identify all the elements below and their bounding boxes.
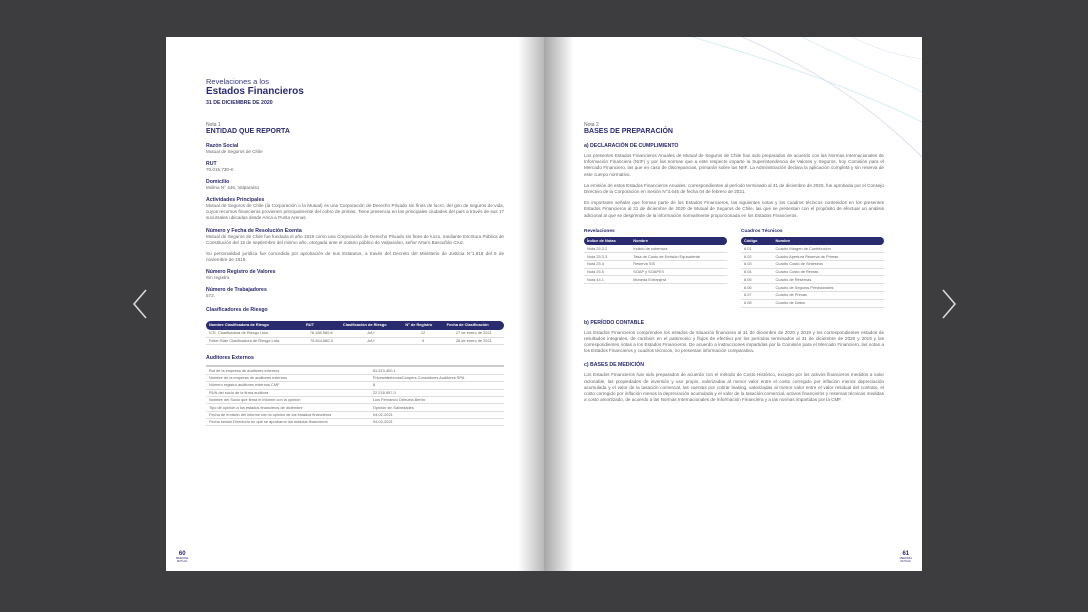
personalidad-text: Su personalidad jurídica fue concedida por aprobación de sus Estatutos, a través del Decreto del Ministerio de Justicia N°1.818 del 5 de noviembre de 1919. [206,251,504,263]
revelaciones-label: Revelaciones [584,228,615,234]
clasificadores-table [206,321,504,345]
page-number: 60 [178,551,186,557]
cuadros-box [741,229,884,308]
table-cell: Nota 25.3.3 [584,253,630,261]
table-cell: 22.218.957-0 [370,389,504,396]
folio-label: MUTUAL [900,560,912,563]
section-b-title: b) PERÍODO CONTABLE [584,319,645,326]
table-cell: Nombre de la empresa de auditores externos [206,374,370,381]
nota-title: BASES DE PREPARACIÓN [584,128,673,135]
table-cell: Tasa de Costo de Emisión Equivalente [630,253,727,261]
revelaciones-table [584,237,727,284]
resolucion-text: Mutual de Seguros de Chile fue fundada el año 1919 como una Corporación de Derecho Privado sin fines de lucro, mediante Escritura Pública de Constitución del 15 de septiembre del mismo año, otorgada ante el notario público de Valparaíso, señor Arturo Bascuñán Cruz. [206,233,504,245]
nota-label: Nota 2 [584,122,599,128]
table-cell: 6.02 [741,253,772,261]
trabajadores-label: Número de Trabajadores [206,287,267,294]
notes-tables [584,229,884,308]
page-folio-right [900,551,912,563]
table-cell: 26 de enero de 2021 [444,337,504,345]
razon-label: Razón Social [206,143,239,149]
table-cell: Nombre del Socio que firma el informe con la opinión [206,396,370,403]
folio-label: MUTUAL [176,560,188,563]
table-row [206,411,504,418]
table-cell: Cuadro de Reservas [772,276,884,284]
table-header-cell: Nombre [772,237,884,246]
domicilio-label: Domicilio [206,179,230,185]
chevron-right-icon [940,288,958,320]
cuadros-table [741,237,884,308]
auditores-label: Auditores Externos [206,355,254,362]
table-cell: Nota 25.5 [584,268,630,276]
cuadros-label: Cuadros Técnicos [741,228,783,234]
table-cell: Feller-Rate Clasificadora de Riesgo Ltda. [206,337,303,345]
table-cell: 6.06 [741,284,772,292]
table-row [206,396,504,403]
table-cell: Nota 25.4 [584,260,630,268]
table-header-cell: Nombre [630,237,727,246]
nota-title: ENTIDAD QUE REPORTA [206,128,290,135]
table-row [741,284,884,292]
registro-value: Sin registro. [206,275,231,281]
resolucion-label: Número y Fecha de Resolución Exenta [206,227,302,234]
table-cell: Nota 25.3.2 [584,245,630,252]
table-cell: Reserva SIS [630,260,727,268]
table-header-cell: RUT [303,321,340,330]
table-cell: RUN del socio de la firma auditora [206,389,370,396]
next-page-button[interactable] [940,288,958,320]
table-row [206,382,504,389]
table-cell: Cuadro de Primas [772,292,884,300]
table-row [206,389,504,396]
table-cell: Cuadro de Seguros Previsionales [772,284,884,292]
table-cell: 27 de enero de 2021 [444,330,504,337]
table-cell: 9 [402,337,443,345]
table-row [741,268,884,276]
table-header-cell: Nombre Clasificadora de Riesgo [206,321,303,330]
table-cell: 04-02-2021 [370,411,504,418]
section-a-title: a) DECLARACIÓN DE CUMPLIMIENTO [584,143,679,149]
section-b-paragraph: Los Estados Financieros comprenden los estados de situación financiera al 31 de diciembre de 2020 y 2019 y los correspondientes estados de resultados integrales, de cambios en el patrimonio y flujos de efectivo por los períodos terminados al 31 de diciembre de 2020 y 2019 y las correspondientes notas a los Estados Financieros. De acuerdo a instrucciones impartidas por la Comisión para el Mercado Financiero, las notas a los Estados Financieros y cuadros técnicos, no presentan información comparativa. [584,329,884,354]
table-cell: 6.04 [741,268,772,276]
table-cell: 6.07 [741,292,772,300]
book-spread [166,37,922,571]
nota-label: Nota 1 [206,122,221,128]
table-cell: AA+ [340,337,402,345]
table-header-cell: Índice de Notas [584,237,630,246]
table-row [741,260,884,268]
table-cell: Cuadro Costo de Rentas [772,268,884,276]
table-cell: 8 [370,382,504,389]
table-row [584,260,727,268]
table-row [206,330,504,337]
table-cell: 81.513.400-1 [370,366,504,374]
right-content [584,122,884,403]
table-cell: 79.844.680-0 [303,337,340,345]
table-row [206,337,504,345]
previous-page-button[interactable] [131,288,149,320]
table-row [206,419,504,426]
table-cell: Cuadro Margen de Contribución [772,245,884,252]
table-cell: 6.08 [741,299,772,307]
table-row [206,374,504,381]
document-title: Estados Financieros [206,86,304,97]
auditores-table [206,365,504,426]
table-cell: 6.05 [741,276,772,284]
table-header-cell: Fecha de Clasificación [444,321,504,330]
table-cell: AA+ [340,330,402,337]
section-a-paragraph: Los presentes Estados Financieros Anuales de Mutual de Seguros de Chile han sido preparados de acuerdo con las Normas Internacionales de Información Financiera (NIIF) y por las normas que a este respecto imparte la Superintendencia de Valores y Seguros, hoy Comisión para el Mercado Financiero, las que en caso de discrepancias, primarán sobre las NIIF. La Administración declara la aplicación completa y sin reserva de este cuerpo normativo. [584,153,884,177]
table-row [741,292,884,300]
table-cell: Cuadro Costo de Siniestros [772,260,884,268]
section-c-title: c) BASES DE MEDICIÓN [584,362,644,369]
page-number: 61 [902,551,910,557]
document-kicker: Revelaciones a los [206,77,269,86]
rut-value: 70.015.730-K [206,167,234,172]
table-cell: Nota 44.1 [584,276,630,284]
table-row [741,253,884,261]
table-row [584,276,727,284]
table-row [206,404,504,411]
table-cell: Moneda Extranjera [630,276,727,284]
registro-label: Número Registro de Valores [206,269,276,276]
clasificadores-label: Clasificadores de Riesgo [206,307,268,314]
table-cell: ICR, Clasificadora de Riesgo Ltda. [206,330,303,337]
actividades-text: Mutual de Seguros de Chile (la Corporación o la Mutual) es una Corporación de Derecho Privado sin fines de lucro, del giro de seguros de vida, cuyos recursos financieros provienen principalmente del cobro de primas. Tiene presencia en las principales ciudades del país a través de sus 17 sucursales ubicadas desde Arica a Punta Arenas. [206,203,504,221]
table-cell: Opinión sin Salvedades [370,404,504,411]
table-cell: 04-02-2021 [370,419,504,426]
table-row [584,245,727,252]
table-header-cell: N° de Registro [402,321,443,330]
table-cell: Luis Fernando Orihuela Bertín [370,396,504,403]
table-row [741,299,884,307]
revelaciones-box [584,229,727,308]
table-cell: Cuadro de Datos [772,299,884,307]
folio-label: MEMORIA [899,557,912,560]
rut-label: RUT [206,161,217,167]
table-cell: Rut de la empresa de auditores externos [206,366,370,374]
table-header-cell: Código [741,237,772,246]
table-row [206,366,504,374]
section-c-paragraph: Los Estados Financieros han sido preparados de acuerdo con el método de Costo Histórico, excepto por los activos financieros medidos a valor razonable, las propiedades de inversión y uso propio, valorizadas al menor valor entre el costo corregido por inflación menos depreciación acumulada y el valor de la tasación comercial, las cuentas por cobrar leasing, valorizadas al menor valor entre el valor residual del contrato, el costo corregido por inflación menos la depreciación acumulada y el valor de la tasación comercial, activos financieros y reservas técnicas medidas a costo amortizado, de acuerdo a las Normas Internacionales de Información Financiera y a las normas impartidas por la CMF. [584,372,884,403]
domicilio-value: Molina N° 446, Valparaíso [206,185,260,190]
table-cell: Número registro auditores externos CMF [206,382,370,389]
table-cell: Tipo de opinión a los estados financieros de diciembre [206,404,370,411]
table-cell: 76.188.980-K [303,330,340,337]
table-header-cell: Clasificación de Riesgo [340,321,402,330]
right-page[interactable] [544,37,922,571]
left-page[interactable] [166,37,544,571]
chevron-left-icon [131,288,149,320]
table-cell: 12 [402,330,443,337]
section-a-paragraph: La emisión de estos Estados Financieros Anuales, correspondientes al período terminado al 31 de diciembre de 2020, fue aprobada por el Consejo Directivo de la Corporación en Sesión N°3.645 de fecha 04 de febrero de 2021. [584,182,884,195]
table-cell: 6.01 [741,245,772,252]
document-date: 31 DE DICIEMBRE DE 2020 [206,100,273,106]
folio-label: MEMORIA [176,557,189,560]
table-row [741,276,884,284]
table-row [584,268,727,276]
table-cell: Cuadro Apertura Reserva de Primas [772,253,884,261]
trabajadores-value: 572. [206,293,215,299]
table-cell: 6.03 [741,260,772,268]
table-cell: SOAP y SOAPEX [630,268,727,276]
razon-value: Mutual de Seguros de Chile [206,149,263,154]
table-row [584,253,727,261]
section-a-paragraph: Es importante señalar que forman parte de los Estados Financieros, las siguientes notas y los cuadros técnicos contenidos en los presentes Estados Financieros al 31 de diciembre de 2020 de Mutual de Seguros de Chile, las que se presentan con el propósito de efectuar un análisis adicional al que se desprende de la información normalmente proporcionada en los Estados Financieros. [584,200,884,218]
table-cell: Fecha de emisión del informe con la opinión de los estados financieros [206,411,370,418]
table-row [741,245,884,252]
page-folio-left [176,551,188,563]
left-content [206,122,504,426]
table-cell: Fecha sesión Directorio en que se aprobaron los estados financieros [206,419,370,426]
actividades-label: Actividades Principales [206,197,265,203]
table-cell: Indicio de cobertura [630,245,727,252]
table-cell: PricewaterhouseCoopers Consultores Auditores SPA [370,374,504,381]
